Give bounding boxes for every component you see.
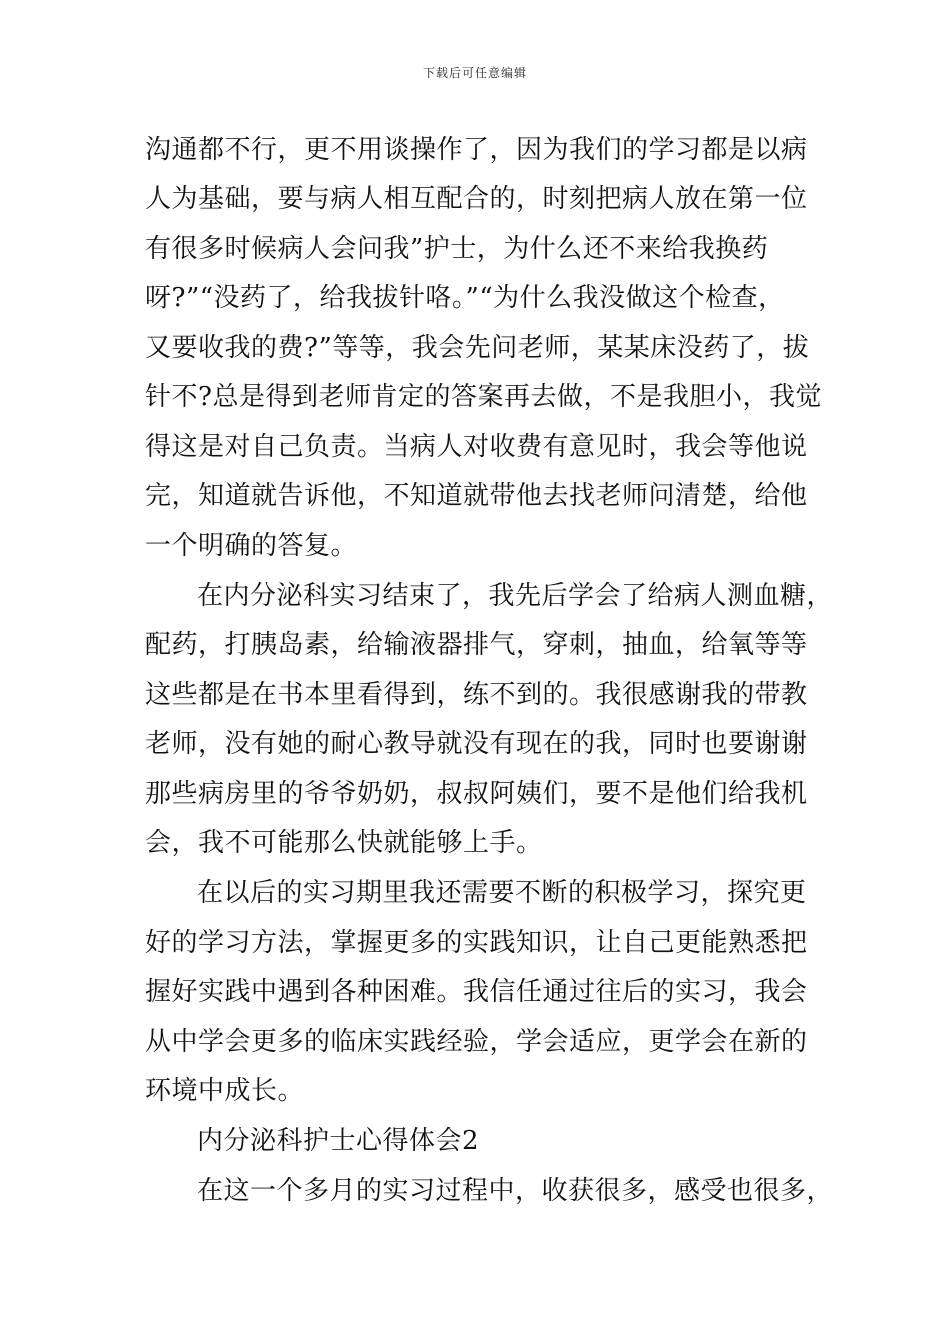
- text-line: 环境中成长。: [145, 1076, 305, 1106]
- text-line: 又要收我的费?”等等，我会先问老师，某某床没药了，拔: [145, 333, 810, 363]
- text-line: 一个明确的答复。: [145, 531, 358, 561]
- text-line: 握好实践中遇到各种困难。我信任通过往后的实习，我会: [145, 977, 808, 1007]
- text-line: 配药，打胰岛素，给输液器排气，穿刺，抽血，给氧等等: [145, 630, 808, 660]
- text-line: 会，我不可能那么快就能够上手。: [145, 828, 543, 858]
- text-line: 好的学习方法，掌握更多的实践知识，让自己更能熟悉把: [145, 928, 808, 958]
- text-line: 针不?总是得到老师肯定的答案再去做，不是我胆小，我觉: [145, 382, 822, 412]
- section-heading: 内分泌科护士心得体会2: [197, 1126, 480, 1156]
- page-header: 下载后可任意编辑: [422, 66, 527, 80]
- paragraph-first-line: 在这一个多月的实习过程中，收获很多，感受也很多，: [197, 1176, 834, 1206]
- text-line: 得这是对自己负责。当病人对收费有意见时，我会等他说: [145, 432, 808, 462]
- text-line: 完，知道就告诉他，不知道就带他去找老师问清楚，给他: [145, 481, 808, 511]
- text-line: 这些都是在书本里看得到，练不到的。我很感谢我的带教: [145, 680, 808, 710]
- text-line: 那些病房里的爷爷奶奶，叔叔阿姨们，要不是他们给我机: [145, 779, 808, 809]
- paragraph-first-line: 在内分泌科实习结束了，我先后学会了给病人测血糖，: [197, 581, 834, 611]
- text-line: 有很多时候病人会问我”护士，为什么还不来给我换药: [145, 234, 769, 264]
- paragraph-first-line: 在以后的实习期里我还需要不断的积极学习，探究更: [197, 878, 807, 908]
- text-line: 人为基础，要与病人相互配合的，时刻把病人放在第一位: [145, 184, 808, 214]
- text-line: 老师，没有她的耐心教导就没有现在的我，同时也要谢谢: [145, 729, 808, 759]
- text-line: 呀?”“没药了，给我拔针咯。”“为什么我没做这个检查，: [145, 283, 785, 313]
- text-line: 从中学会更多的临床实践经验，学会适应，更学会在新的: [145, 1027, 808, 1057]
- text-line: 沟通都不行，更不用谈操作了，因为我们的学习都是以病: [145, 135, 808, 165]
